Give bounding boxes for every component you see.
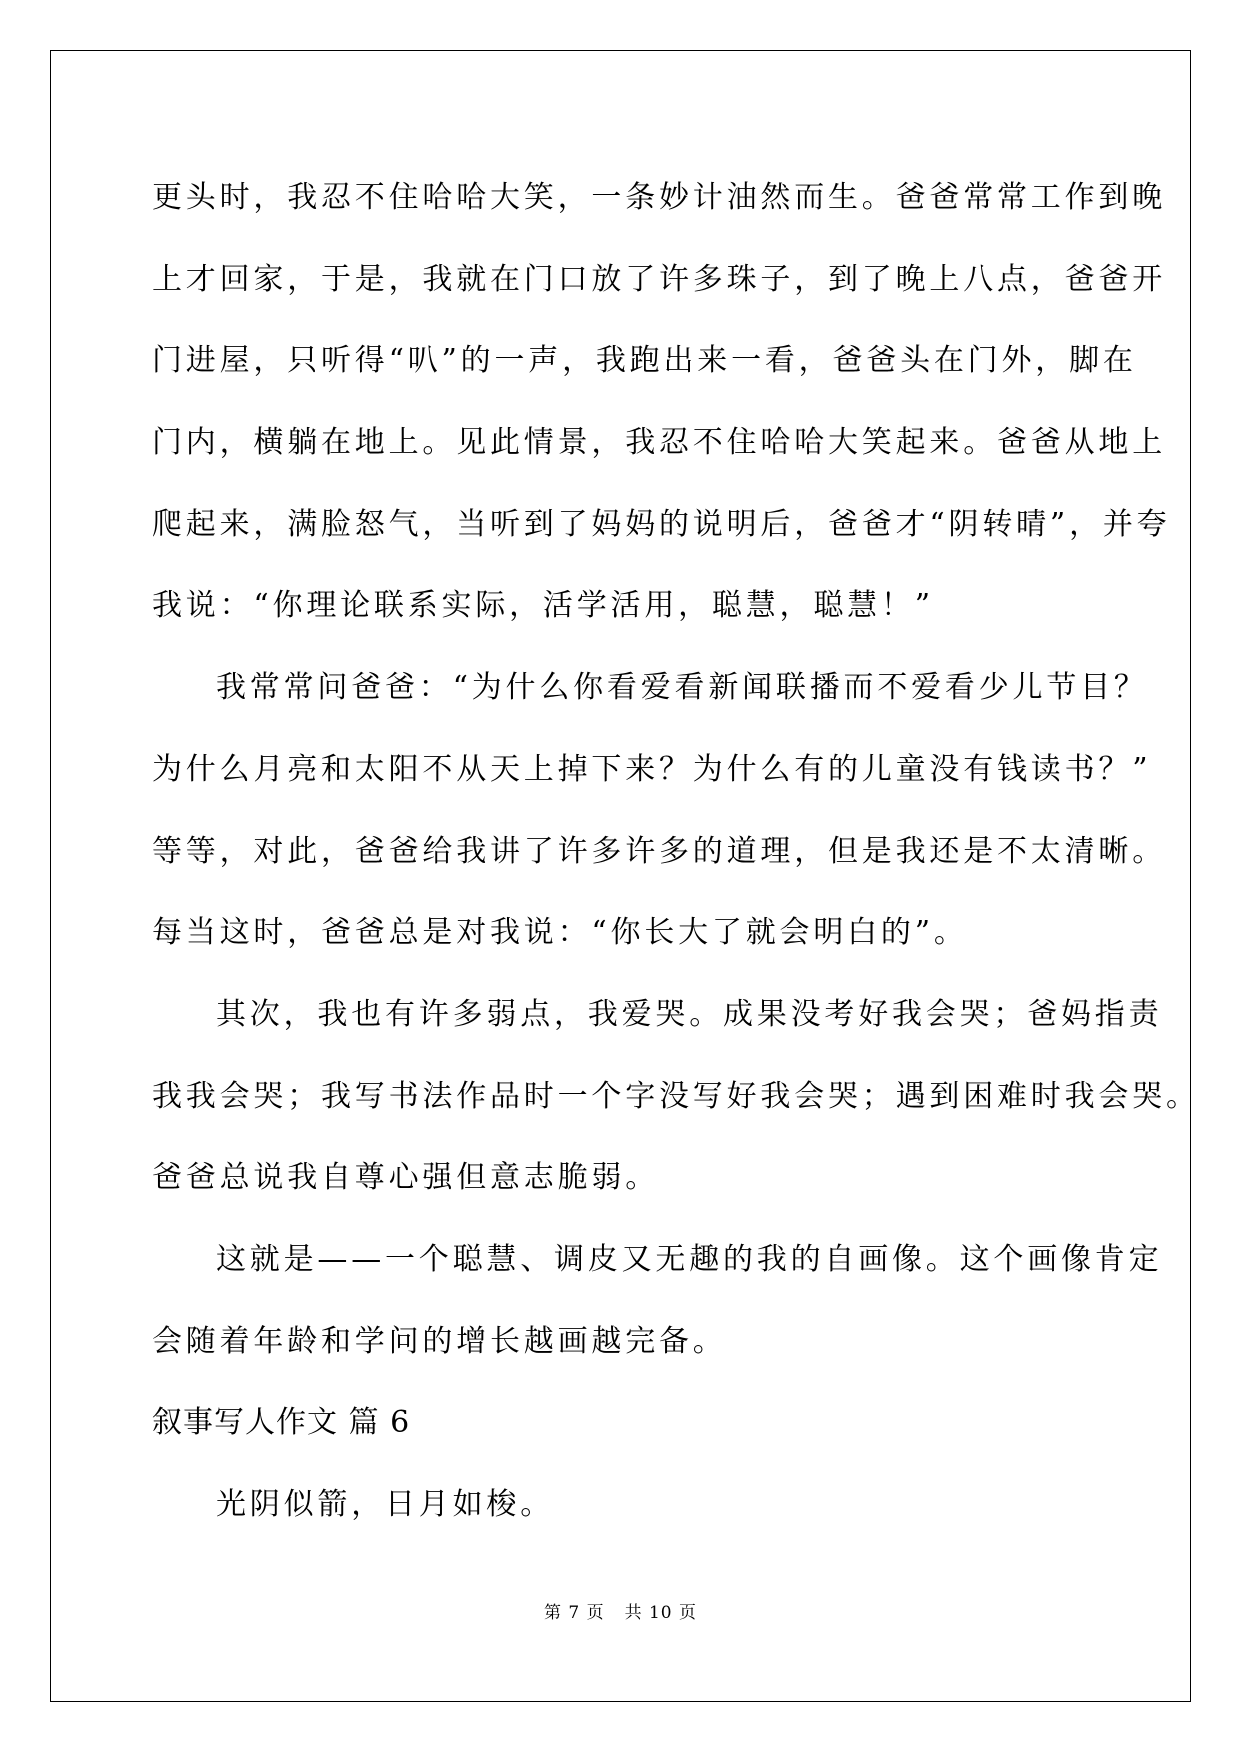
text-line: 门进屋，只听得“叭”的一声，我跑出来一看，爸爸头在门外，脚在 bbox=[152, 343, 1137, 379]
text-line: 等等，对此，爸爸给我讲了许多许多的道理，但是我还是不太清晰。 bbox=[152, 833, 1166, 869]
text-line: 我说：“你理论联系实际，活学活用，聪慧，聪慧！” bbox=[152, 588, 934, 624]
text-line: 门内，横躺在地上。见此情景，我忍不住哈哈大笑起来。爸爸从地上 bbox=[152, 425, 1166, 461]
text-line: 会随着年龄和学问的增长越画越完备。 bbox=[152, 1323, 727, 1359]
text-line: 上才回家，于是，我就在门口放了许多珠子，到了晚上八点，爸爸开 bbox=[152, 261, 1166, 297]
page-footer bbox=[0, 1598, 1241, 1623]
text-line: 每当这时，爸爸总是对我说：“你长大了就会明白的”。 bbox=[152, 915, 968, 951]
paragraph-start-line: 光阴似箭，日月如梭。 bbox=[216, 1487, 554, 1522]
page-number-current: 第 7 页 bbox=[543, 1603, 605, 1623]
page-number-total: 共 10 页 bbox=[624, 1603, 698, 1623]
document-body bbox=[152, 157, 1200, 1546]
text-line: 爸爸总说我自尊心强但意志脆弱。 bbox=[152, 1160, 659, 1196]
paragraph-start-line: 这就是——一个聪慧、调皮又无趣的我的自画像。这个画像肯定 bbox=[216, 1241, 1163, 1277]
text-line: 爬起来，满脸怒气，当听到了妈妈的说明后，爸爸才“阴转晴”，并夸 bbox=[152, 506, 1171, 542]
text-line: 我我会哭；我写书法作品时一个字没写好我会哭；遇到困难时我会哭。 bbox=[152, 1078, 1200, 1114]
text-line: 更头时，我忍不住哈哈大笑，一条妙计油然而生。爸爸常常工作到晚 bbox=[152, 180, 1166, 215]
paragraph-start-line: 我常常问爸爸：“为什么你看爱看新闻联播而不爱看少儿节目？ bbox=[216, 670, 1148, 706]
section-heading: 叙事写人作文 篇 6 bbox=[152, 1405, 411, 1441]
text-line: 为什么月亮和太阳不从天上掉下来？为什么有的儿童没有钱读书？” bbox=[152, 751, 1152, 787]
paragraph-start-line: 其次，我也有许多弱点，我爱哭。成果没考好我会哭；爸妈指责 bbox=[216, 996, 1163, 1032]
